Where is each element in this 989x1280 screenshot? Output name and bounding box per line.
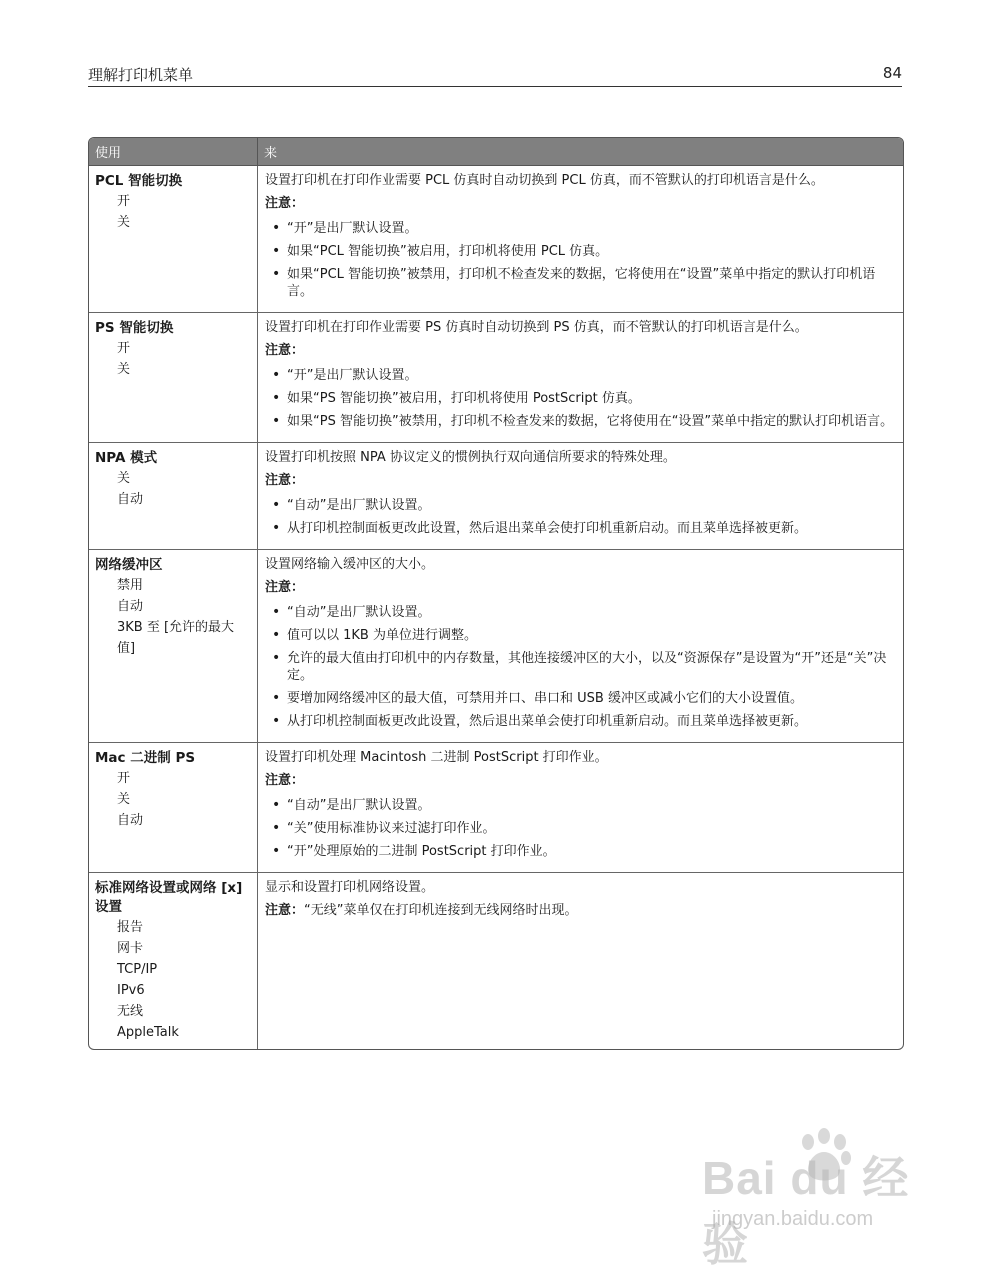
setting-description: 设置打印机按照 NPA 协议定义的惯例执行双向通信所要求的特殊处理。 [265, 450, 676, 465]
notes-list [265, 220, 895, 300]
setting-cell [89, 443, 258, 550]
note-label: 注意： [265, 580, 305, 595]
setting-option: 禁用 [117, 578, 144, 593]
menu-settings-table [88, 137, 904, 1050]
note-item: • 从打印机控制面板更改此设置，然后退出菜单会使打印机重新启动。而且菜单选择被更新。 [265, 520, 895, 537]
table-row [89, 743, 903, 873]
column-header-purpose: 来 [258, 138, 903, 166]
note-label: 注意： [265, 343, 305, 358]
table-row [89, 313, 903, 443]
note-item: • 要增加网络缓冲区的最大值，可禁用并口、串口和 USB 缓冲区或减小它们的大小设置值。 [265, 690, 895, 707]
setting-option: 开 [117, 771, 131, 786]
setting-description: 设置打印机在打印作业需要 PCL 仿真时自动切换到 PCL 仿真，而不管默认的打印机语言是什么。 [265, 173, 824, 188]
notes-list [265, 497, 895, 537]
column-header-use: 使用 [89, 138, 258, 166]
table-row [89, 873, 903, 1049]
setting-description: 显示和设置打印机网络设置。 [265, 880, 435, 895]
note-item: • “开”是出厂默认设置。 [265, 367, 895, 384]
note-item: • 如果“PS 智能切换”被启用，打印机将使用 PostScript 仿真。 [265, 390, 895, 407]
watermark-logo-text: Bai du 经验 [702, 1152, 910, 1270]
note-item: • 如果“PS 智能切换”被禁用，打印机不检查发来的数据，它将使用在“设置”菜单中指定的默认打印机语言。 [265, 413, 895, 430]
note-item: • “关”使用标准协议来过滤打印作业。 [265, 820, 895, 837]
note-item: • “自动”是出厂默认设置。 [265, 797, 895, 814]
note-label: 注意： [265, 196, 305, 211]
setting-option: 关 [117, 362, 131, 377]
note-text: “无线”菜单仅在打印机连接到无线网络时出现。 [304, 903, 578, 918]
setting-option: IPv6 [117, 983, 145, 998]
table-row [89, 166, 903, 313]
description-cell [258, 166, 903, 313]
note-label: 注意： [265, 903, 305, 918]
setting-option: 网卡 [117, 941, 144, 956]
setting-option: 关 [117, 471, 131, 486]
note-item: • 值可以以 1KB 为单位进行调整。 [265, 627, 895, 644]
note-label: 注意： [265, 473, 305, 488]
setting-cell [89, 166, 258, 313]
setting-cell [89, 873, 258, 1049]
table-row [89, 550, 903, 743]
note-item: • “自动”是出厂默认设置。 [265, 497, 895, 514]
setting-name: 标准网络设置或网络 [x] 设置 [95, 880, 243, 915]
note-item: • 如果“PCL 智能切换”被禁用，打印机不检查发来的数据，它将使用在“设置”菜单中指定的默认打印机语言。 [265, 266, 895, 300]
note-item: • 从打印机控制面板更改此设置，然后退出菜单会使打印机重新启动。而且菜单选择被更新。 [265, 713, 895, 730]
setting-option: 关 [117, 215, 131, 230]
description-cell [258, 313, 903, 443]
description-cell [258, 443, 903, 550]
setting-name: NPA 模式 [95, 450, 158, 466]
setting-name: PS 智能切换 [95, 320, 174, 336]
setting-option: 开 [117, 194, 131, 209]
setting-option: 无线 [117, 1004, 144, 1019]
description-cell [258, 743, 903, 873]
setting-description: 设置网络输入缓冲区的大小。 [265, 557, 435, 572]
watermark-url: jingyan.baidu.com [712, 1208, 874, 1230]
setting-option: 自动 [117, 492, 144, 507]
setting-cell [89, 743, 258, 873]
inline-note [265, 902, 895, 919]
table-header-row [89, 138, 903, 166]
setting-option: 开 [117, 341, 131, 356]
page-title: 理解打印机菜单 [88, 66, 194, 84]
setting-cell [89, 550, 258, 743]
note-item: • 允许的最大值由打印机中的内存数量，其他连接缓冲区的大小，以及“资源保存”是设置为“开”还是“关”决定。 [265, 650, 895, 684]
notes-list [265, 367, 895, 430]
setting-option: 报告 [117, 920, 144, 935]
setting-name: 网络缓冲区 [95, 557, 163, 573]
setting-option: 自动 [117, 599, 144, 614]
setting-option: 自动 [117, 813, 144, 828]
note-item: • “自动”是出厂默认设置。 [265, 604, 895, 621]
setting-description: 设置打印机在打印作业需要 PS 仿真时自动切换到 PS 仿真，而不管默认的打印机语言是什么。 [265, 320, 808, 335]
page-number: 84 [882, 64, 902, 82]
baidu-watermark [702, 1128, 932, 1270]
description-cell [258, 873, 903, 1049]
setting-name: Mac 二进制 PS [95, 750, 196, 766]
setting-option: AppleTalk [117, 1025, 179, 1040]
description-cell [258, 550, 903, 743]
setting-option: 3KB 至 [允许的最大值] [117, 620, 235, 656]
setting-option: TCP/IP [117, 962, 158, 977]
table-row [89, 443, 903, 550]
note-label: 注意： [265, 773, 305, 788]
note-item: • “开”是出厂默认设置。 [265, 220, 895, 237]
setting-name: PCL 智能切换 [95, 173, 183, 189]
note-item: • “开”处理原始的二进制 PostScript 打印作业。 [265, 843, 895, 860]
note-item: • 如果“PCL 智能切换”被启用，打印机将使用 PCL 仿真。 [265, 243, 895, 260]
setting-option: 关 [117, 792, 131, 807]
setting-description: 设置打印机处理 Macintosh 二进制 PostScript 打印作业。 [265, 750, 608, 765]
notes-list [265, 797, 895, 860]
page-header [88, 64, 902, 87]
setting-cell [89, 313, 258, 443]
notes-list [265, 604, 895, 730]
